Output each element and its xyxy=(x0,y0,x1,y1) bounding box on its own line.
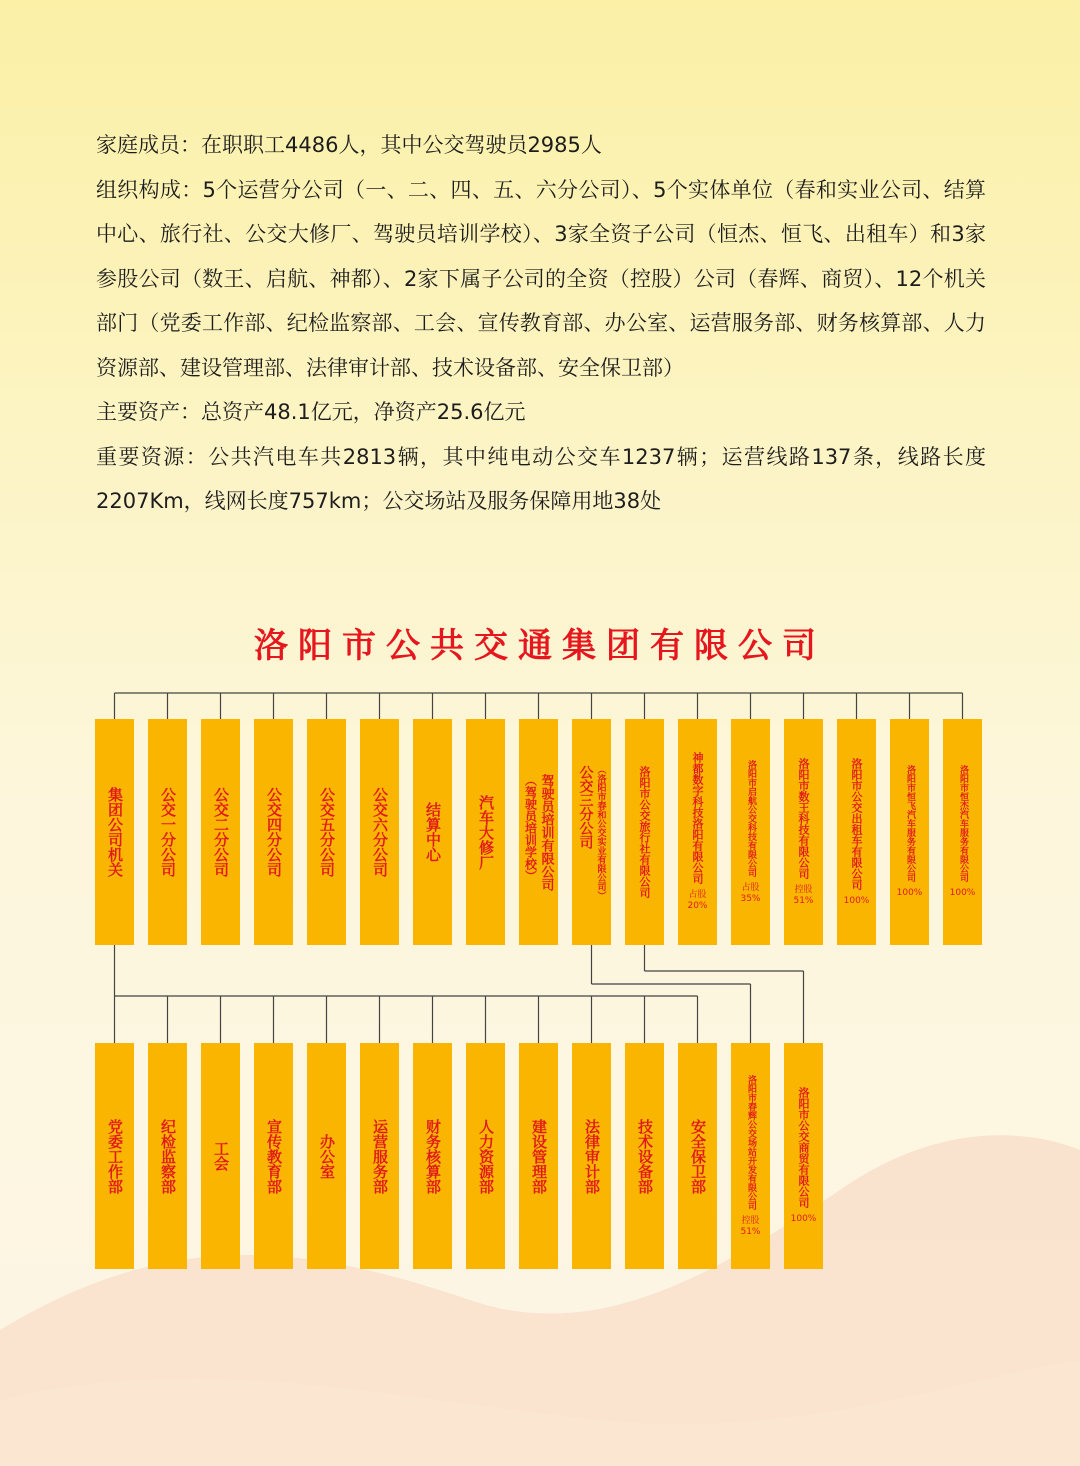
top_row.7-label: 汽车大修厂 xyxy=(477,794,495,870)
bottom_row.13-share xyxy=(791,1214,817,1225)
bottom_row.9-label: 法律审计部 xyxy=(583,1118,601,1194)
top_row.1-label: 公交一分公司 xyxy=(159,787,177,877)
bottom_row.7-box xyxy=(466,1043,505,1269)
top_row.6-label: 结算中心 xyxy=(424,802,442,862)
top_row.8-label-secondary: （驾驶员培训学校） xyxy=(523,773,538,882)
bottom_row.5-box xyxy=(360,1043,399,1269)
top_row.15-box xyxy=(890,719,929,945)
top_row.9-box xyxy=(572,719,611,945)
top_row.5-box xyxy=(360,719,399,945)
top_row.13-share-type: 控股 xyxy=(794,884,813,895)
bottom_row.0-box xyxy=(95,1043,134,1269)
top_row.9-label-secondary: 公交三分公司 xyxy=(577,764,594,849)
top_row.2-box xyxy=(201,719,240,945)
top_row.10-label: 洛阳市公交旅行社有限公司 xyxy=(638,766,651,898)
top_row.13-label: 洛阳市数王科技有限公司 xyxy=(797,757,810,879)
top_row.3-label: 公交四分公司 xyxy=(265,787,283,877)
top_row.16-label: 洛阳市恒杰汽车服务有限公司 xyxy=(958,765,968,882)
bottom_row.3-box xyxy=(254,1043,293,1269)
bottom_row.3-label: 宣传教育部 xyxy=(265,1118,283,1194)
intro-line-assets: 主要资产：总资产48.1亿元，净资产25.6亿元 xyxy=(96,400,526,424)
bottom_row.13-box xyxy=(784,1043,823,1269)
top_row.13-share-value: 51% xyxy=(793,895,814,906)
top_row.4-label: 公交五分公司 xyxy=(318,787,336,877)
bottom_row.2-box xyxy=(201,1043,240,1269)
bottom_row.6-label: 财务核算部 xyxy=(424,1118,442,1194)
top_row.16-share-value: 100% xyxy=(949,888,976,898)
bottom_row.4-label: 办公室 xyxy=(318,1133,336,1179)
top_row.9-label: （洛阳市春和公交实业有限公司） xyxy=(595,764,606,900)
bottom_row.8-label: 建设管理部 xyxy=(530,1118,548,1194)
top_row.14-share-value: 100% xyxy=(843,895,870,906)
bottom_row.13-label: 洛阳市公交商贸有限公司 xyxy=(797,1087,810,1208)
top_row.5-label: 公交六分公司 xyxy=(371,787,389,877)
top_row.15-label: 洛阳市恒飞汽车服务有限公司 xyxy=(905,765,915,882)
top_row.11-share-value: 20% xyxy=(687,901,708,911)
top_row.1-box xyxy=(148,719,187,945)
bottom_row.10-label: 技术设备部 xyxy=(636,1118,654,1194)
intro-text xyxy=(96,123,986,524)
top_row.11-label: 神都数字科技洛阳有限公司 xyxy=(691,752,704,884)
bottom_row.12-label: 洛阳市春辉公交场站开发有限公司 xyxy=(746,1074,756,1210)
top_row.6-box xyxy=(413,719,452,945)
bottom_row.12-box xyxy=(731,1043,770,1269)
bottom_row.12-share xyxy=(740,1216,760,1238)
top_row.2-label: 公交二分公司 xyxy=(212,787,230,877)
top_row.12-share xyxy=(740,883,760,905)
bottom_row.0-label: 党委工作部 xyxy=(106,1118,124,1194)
top_row.15-share-value: 100% xyxy=(896,888,923,898)
bottom_row.4-box xyxy=(307,1043,346,1269)
bottom_row.12-share-type: 控股 xyxy=(741,1215,760,1226)
bottom_row.2-label: 工会 xyxy=(212,1141,230,1171)
top_row.14-share xyxy=(844,896,870,907)
bottom_row.10-box xyxy=(625,1043,664,1269)
top_row.0-label: 集团公司机关 xyxy=(106,787,124,877)
bottom_row.5-label: 运营服务部 xyxy=(371,1118,389,1194)
top_row.12-share-type: 占股 xyxy=(741,882,760,893)
top_row.11-share-type: 占股 xyxy=(688,890,707,900)
bottom_row.1-label: 纪检监察部 xyxy=(159,1118,177,1194)
top_row.7-box xyxy=(466,719,505,945)
top_row.8-label: 驾驶员培训有限公司 xyxy=(538,773,554,891)
top_row.16-share xyxy=(950,888,976,899)
top_row.3-box xyxy=(254,719,293,945)
top_row.10-box xyxy=(625,719,664,945)
top_row.11-share xyxy=(687,890,707,912)
top_row.0-box xyxy=(95,719,134,945)
bottom_row.1-box xyxy=(148,1043,187,1269)
top_row.13-share xyxy=(793,885,813,907)
bottom_row.9-box xyxy=(572,1043,611,1269)
intro-line-members: 家庭成员：在职职工4486人，其中公交驾驶员2985人 xyxy=(96,133,602,157)
intro-line-organization: 组织构成：5个运营分公司（一、二、四、五、六分公司）、5个实体单位（春和实业公司、结算中心、旅行社、公交大修厂、驾驶员培训学校）、3家全资子公司（恒杰、恒飞、出租车）和3家参股公司（数王、启航、神都）、2家下属子公司的全资（控股）公司（春辉、商贸）、12个机关部门（党委工作部、纪检监察部、工会、宣传教育部、办公室、运营服务部、财务核算部、人力资源部、建设管理部、法律审计部、技术设备部、安全保卫部） xyxy=(96,177,986,380)
top_row.16-box xyxy=(943,719,982,945)
bottom_row.13-share-value: 100% xyxy=(790,1214,817,1224)
bottom_row.7-label: 人力资源部 xyxy=(477,1118,495,1194)
org-chart-title: 洛阳市公共交通集团有限公司 xyxy=(254,626,826,666)
top_row.12-label: 洛阳市启航公交科技有限公司 xyxy=(746,759,756,877)
top_row.11-box xyxy=(678,719,717,945)
top_row.15-share xyxy=(897,888,923,899)
intro-line-resources: 重要资源：公共汽电车共2813辆，其中纯电动公交车1237辆；运营线路137条，线路长度2207Km，线网长度757km；公交场站及服务保障用地38处 xyxy=(96,444,986,513)
top_row.8-box xyxy=(519,719,558,945)
bottom_row.6-box xyxy=(413,1043,452,1269)
bottom_row.11-label: 安全保卫部 xyxy=(689,1118,707,1194)
bottom_row.11-box xyxy=(678,1043,717,1269)
bottom_row.8-box xyxy=(519,1043,558,1269)
top_row.4-box xyxy=(307,719,346,945)
top_row.13-box xyxy=(784,719,823,945)
top_row.14-label: 洛阳市公交出租车有限公司 xyxy=(850,757,863,890)
top_row.12-share-value: 35% xyxy=(740,893,761,904)
top_row.14-box xyxy=(837,719,876,945)
top_row.12-box xyxy=(731,719,770,945)
bottom_row.12-share-value: 51% xyxy=(740,1226,761,1237)
